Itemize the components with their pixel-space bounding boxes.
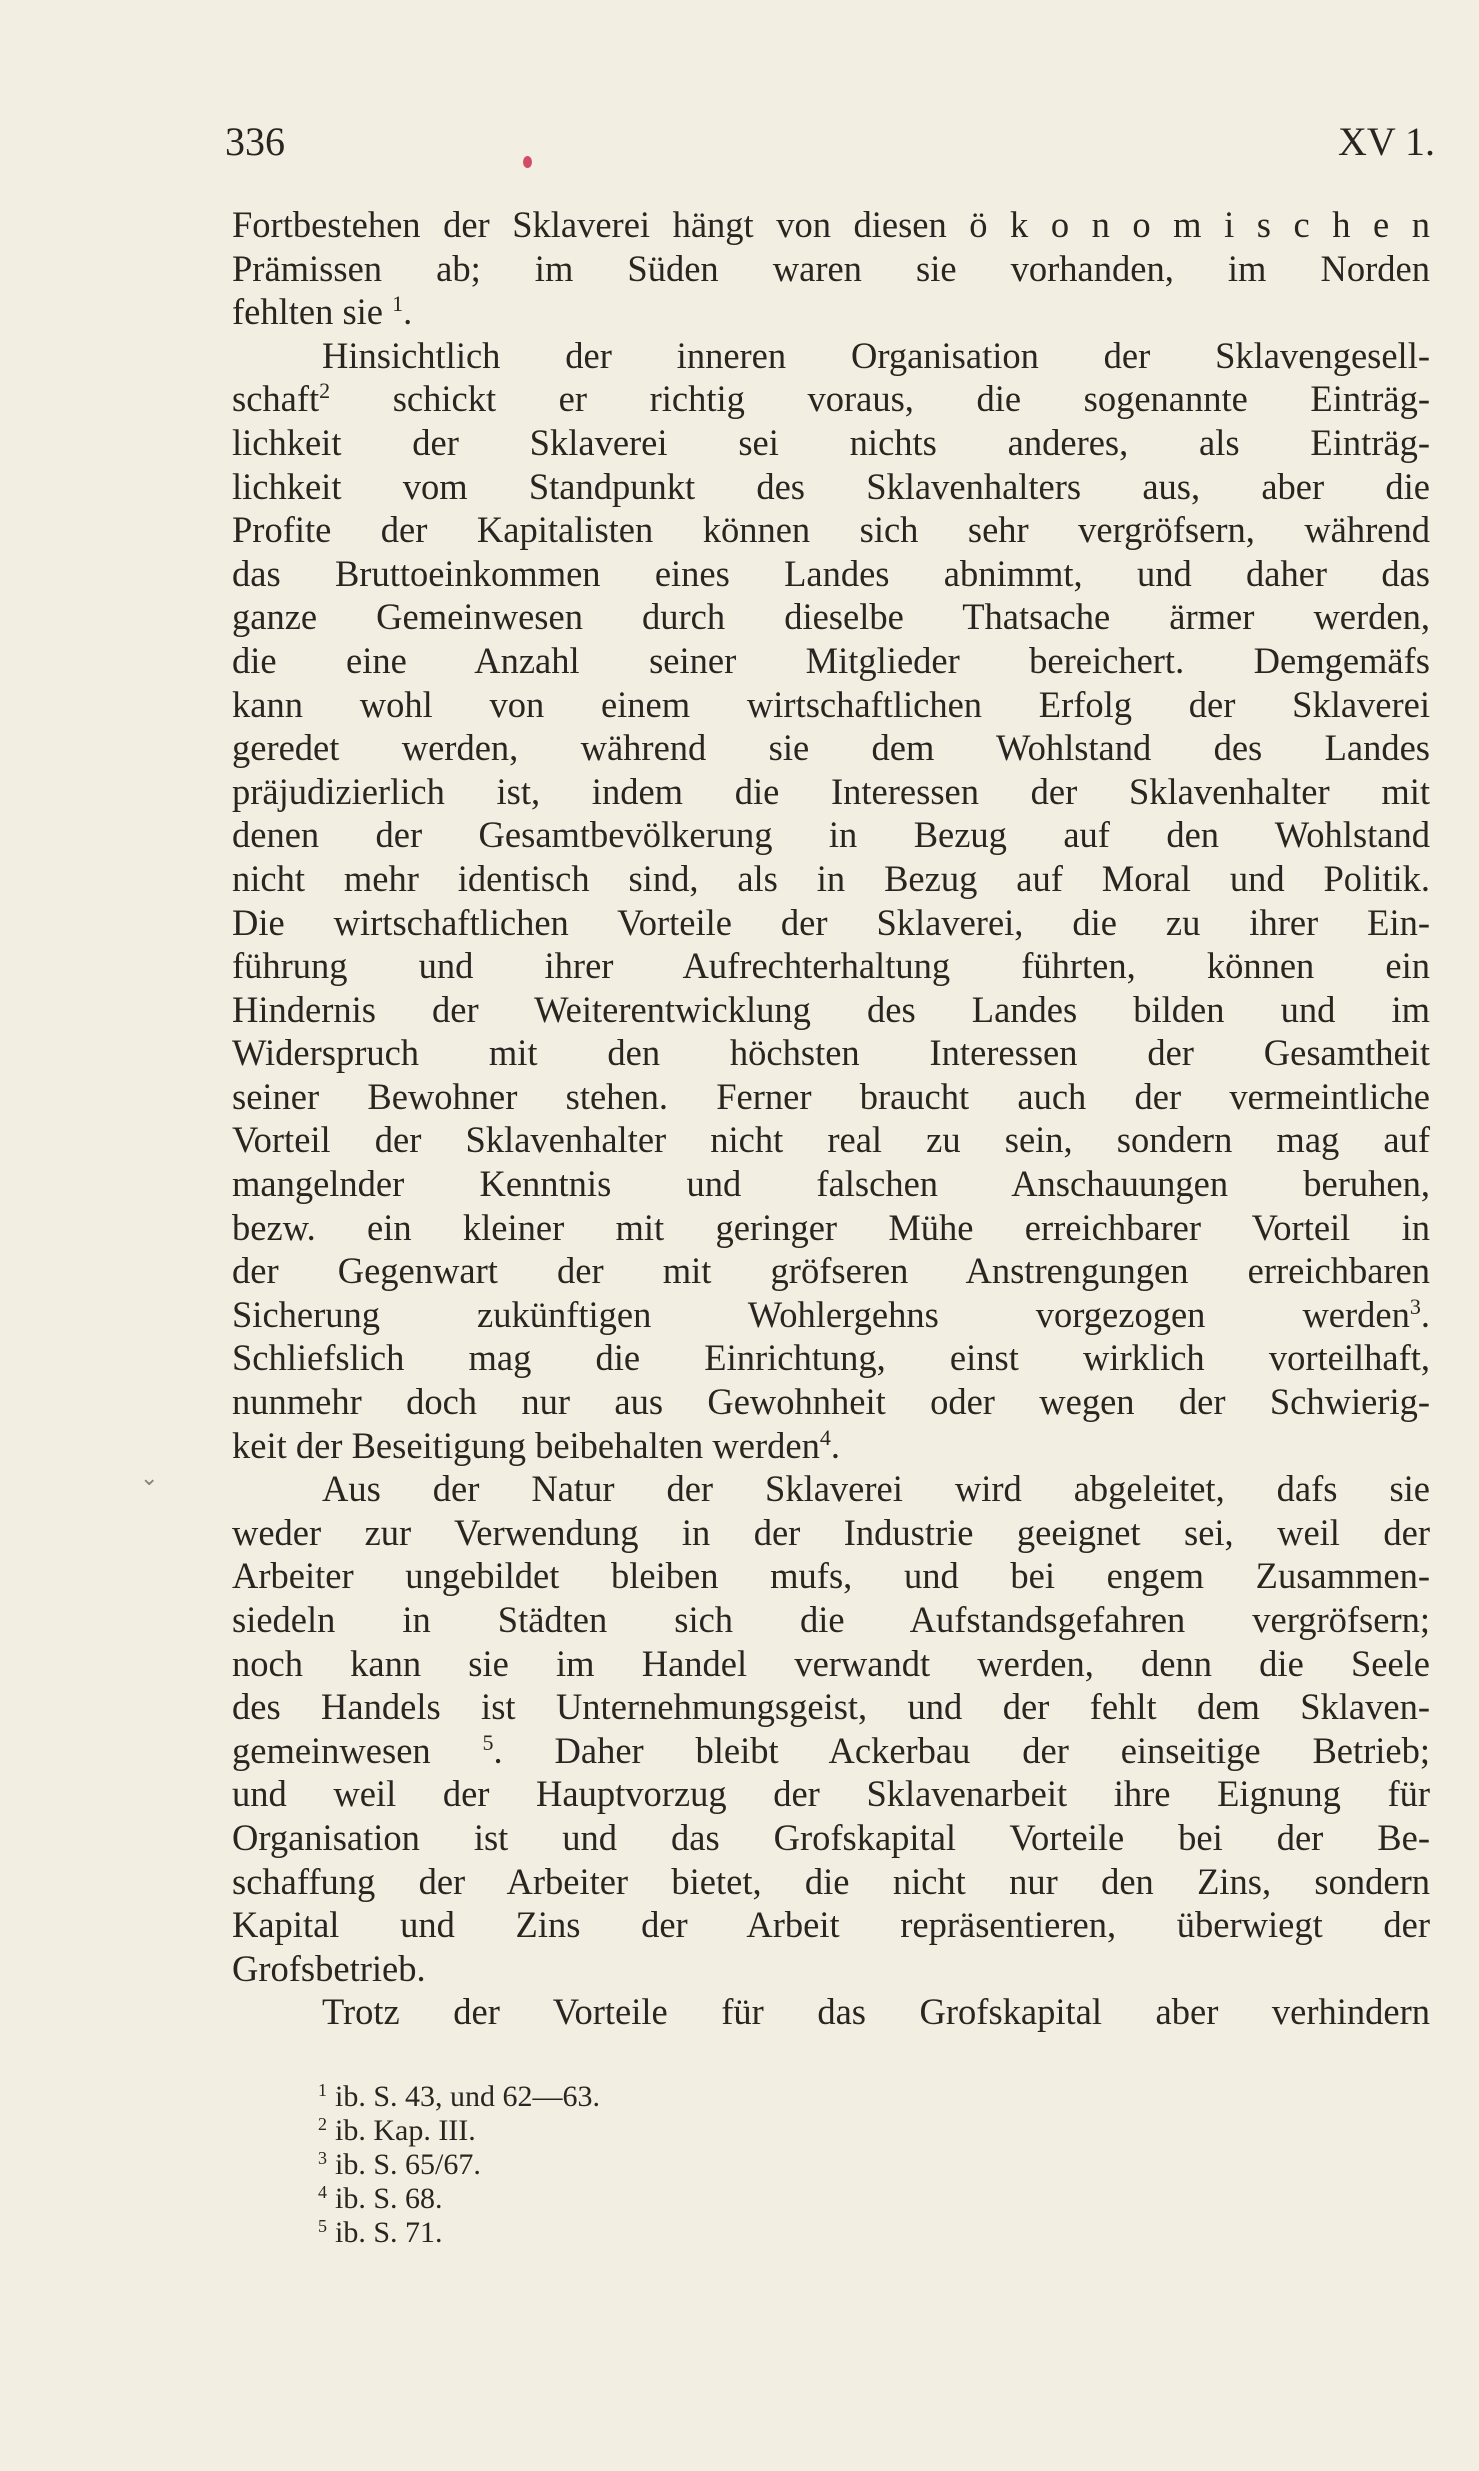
text-line	[232, 290, 1430, 334]
running-head	[225, 118, 1435, 178]
footnote	[318, 2182, 600, 2216]
text-fragment: . Daher bleibt Ackerbau der einseitige Betrieb;	[493, 1729, 1431, 1771]
text-fragment: .	[403, 291, 413, 333]
footnote-text: ib. Kap. III.	[335, 2114, 476, 2147]
footnote-number: 5	[318, 2216, 327, 2236]
footnote-number: 2	[318, 2114, 327, 2134]
text-line: präjudizierlich ist, indem die Interessen der Sklavenhalter mit	[232, 770, 1430, 812]
text-line	[232, 377, 1430, 421]
text-line: noch kann sie im Handel verwandt werden, denn die Seele	[232, 1642, 1430, 1684]
footnote-text: ib. S. 43, und 62—63.	[335, 2080, 601, 2113]
text-fragment: fehlten sie	[232, 291, 384, 333]
text-line: schaffung der Arbeiter bietet, die nicht nur den Zins, sondern	[232, 1860, 1430, 1902]
text-line: Prämissen ab; im Süden waren sie vorhanden, im Norden	[232, 247, 1430, 289]
text-line: Aus der Natur der Sklaverei wird abgeleitet, dafs sie	[322, 1468, 1430, 1510]
text-line: Organisation ist und das Grofskapital Vorteile bei der Be-	[232, 1816, 1430, 1858]
footnote-ref: 4	[819, 1424, 831, 1450]
footnotes	[318, 2080, 600, 2250]
text-line: Widerspruch mit den höchsten Interessen der Gesamtheit	[232, 1032, 1430, 1074]
text-line: Arbeiter ungebildet bleiben mufs, und bei engem Zusammen-	[232, 1555, 1430, 1597]
text-line: Hinsichtlich der inneren Organisation der Sklavengesell-	[322, 334, 1430, 376]
footnote	[318, 2216, 600, 2250]
text-line: nunmehr doch nur aus Gewohnheit oder wegen der Schwierig-	[232, 1381, 1430, 1423]
footnote-text: ib. S. 65/67.	[335, 2148, 481, 2181]
footnote-text: ib. S. 71.	[335, 2216, 443, 2249]
ink-dot-mark	[523, 156, 532, 168]
margin-pencil-mark: ⌄	[140, 1465, 159, 1490]
text-line: weder zur Verwendung in der Industrie geeignet sei, weil der	[232, 1511, 1430, 1553]
text-line: ganze Gemeinwesen durch dieselbe Thatsache ärmer werden,	[232, 596, 1430, 638]
text-line: siedeln in Städten sich die Aufstandsgefahren vergröfsern;	[232, 1599, 1430, 1640]
footnote-number: 1	[318, 2080, 327, 2100]
text-fragment: .	[1420, 1293, 1430, 1335]
text-line: des Handels ist Unternehmungsgeist, und der fehlt dem Sklaven-	[232, 1686, 1430, 1728]
text-line: mangelnder Kenntnis und falschen Anschauungen beruhen,	[232, 1163, 1430, 1205]
text-line: und weil der Hauptvorzug der Sklavenarbeit ihre Eignung für	[232, 1773, 1430, 1815]
text-fragment: schaft	[232, 378, 320, 420]
footnote	[318, 2148, 600, 2182]
text-fragment: gemeinwesen	[232, 1729, 431, 1771]
text-line: bezw. ein kleiner mit geringer Mühe erreichbarer Vorteil in	[232, 1206, 1430, 1248]
body-text	[232, 203, 1430, 2034]
section-number: XV 1.	[1337, 119, 1435, 164]
text-line: Grofsbetrieb.	[232, 1947, 426, 1989]
footnote-ref: 1	[392, 291, 404, 317]
text-line: Die wirtschaftlichen Vorteile der Sklaverei, die zu ihrer Ein-	[232, 901, 1430, 943]
footnote-ref: 5	[482, 1729, 494, 1755]
text-line: das Bruttoeinkommen eines Landes abnimmt, und daher das	[232, 552, 1430, 594]
text-fragment: schickt er richtig voraus, die sogenannte Einträg-	[330, 378, 1430, 420]
text-line: Kapital und Zins der Arbeit repräsentieren, überwiegt der	[232, 1904, 1430, 1946]
text-line: lichkeit der Sklaverei sei nichts anderes, als Einträg-	[232, 421, 1430, 463]
footnote-text: ib. S. 68.	[335, 2182, 443, 2215]
text-line: Vorteil der Sklavenhalter nicht real zu sein, sondern mag auf	[232, 1119, 1430, 1161]
text-line: geredet werden, während sie dem Wohlstand des Landes	[232, 727, 1430, 769]
text-line: Profite der Kapitalisten können sich sehr vergröfsern, während	[232, 509, 1430, 551]
text-fragment: keit der Beseitigung beibehalten werden	[232, 1424, 820, 1466]
text-fragment: Sicherung zukünftigen Wohlergehns vorgezogen werden	[232, 1293, 1410, 1335]
text-line	[232, 1293, 1430, 1337]
footnote-number: 3	[318, 2148, 327, 2168]
footnote	[318, 2080, 600, 2114]
footnote-number: 4	[318, 2182, 327, 2202]
text-line: führung und ihrer Aufrechterhaltung führten, können ein	[232, 945, 1430, 987]
text-line: die eine Anzahl seiner Mitglieder bereichert. Demgemäfs	[232, 639, 1430, 681]
text-line: nicht mehr identisch sind, als in Bezug auf Moral und Politik.	[232, 857, 1430, 899]
text-line	[232, 1424, 1430, 1468]
text-line: der Gegenwart der mit gröfseren Anstrengungen erreichbaren	[232, 1250, 1430, 1292]
footnote-ref: 3	[1409, 1293, 1421, 1319]
text-line: Trotz der Vorteile für das Grofskapital aber verhindern	[322, 1991, 1430, 2033]
text-line: Schliefslich mag die Einrichtung, einst wirklich vorteilhaft,	[232, 1337, 1430, 1379]
footnote-ref: 2	[319, 378, 331, 404]
footnote	[318, 2114, 600, 2148]
text-line	[232, 1729, 1430, 1773]
text-line: denen der Gesamtbevölkerung in Bezug auf den Wohlstand	[232, 814, 1430, 856]
text-line: Hindernis der Weiterentwicklung des Landes bilden und im	[232, 988, 1430, 1030]
text-line: Fortbestehen der Sklaverei hängt von diesen ö k o n o m i s c h e n	[232, 204, 1430, 245]
text-fragment: .	[830, 1424, 840, 1466]
text-line: kann wohl von einem wirtschaftlichen Erfolg der Sklaverei	[232, 683, 1430, 725]
text-line: seiner Bewohner stehen. Ferner braucht auch der vermeintliche	[232, 1075, 1430, 1117]
text-line: lichkeit vom Standpunkt des Sklavenhalters aus, aber die	[232, 465, 1430, 507]
page-number: 336	[225, 119, 285, 164]
